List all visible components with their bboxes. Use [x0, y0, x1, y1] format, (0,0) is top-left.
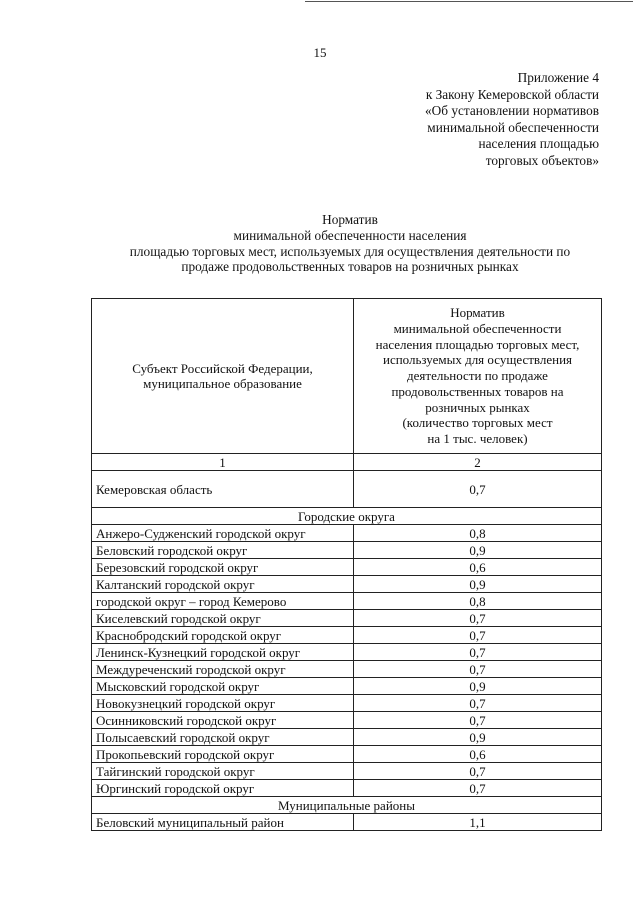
row-name: Анжеро-Судженский городской округ: [92, 525, 354, 542]
row-name: Междуреченский городской округ: [92, 661, 354, 678]
table-row: [92, 763, 602, 780]
row-value: 0,7: [354, 695, 602, 712]
appendix-line: торговых объектов»: [485, 152, 599, 168]
region-row: [92, 471, 602, 508]
appendix-line: населения площадью: [478, 136, 599, 151]
header-subject: [92, 299, 354, 454]
row-name: Березовский городской округ: [92, 559, 354, 576]
header-subject-line: муниципальное образование: [143, 376, 302, 391]
row-name: Ленинск-Кузнецкий городской округ: [92, 644, 354, 661]
row-value: 1,1: [354, 814, 602, 831]
table-row: [92, 814, 602, 831]
row-value: 0,7: [354, 627, 602, 644]
table-row: [92, 729, 602, 746]
section-title: Городские округа: [92, 508, 602, 525]
header-norm-line: розничных рынках: [425, 399, 530, 415]
section-row-municipal: [92, 797, 602, 814]
column-number: 2: [354, 454, 602, 471]
table-row: [92, 695, 602, 712]
table-row: [92, 627, 602, 644]
row-value: 0,7: [354, 712, 602, 729]
appendix-line: Приложение 4: [517, 70, 599, 85]
row-name: Полысаевский городской округ: [92, 729, 354, 746]
table-header-row: [92, 299, 602, 454]
table-row: [92, 746, 602, 763]
header-norm-line: населения площадью торговых мест,: [375, 336, 580, 352]
column-number-row: [92, 454, 602, 471]
appendix-header: [425, 70, 599, 169]
row-value: 0,7: [354, 644, 602, 661]
title-line: Норматив: [322, 212, 378, 227]
header-norm-line: используемых для осуществления: [382, 352, 573, 368]
row-value: 0,6: [354, 746, 602, 763]
row-value: 0,9: [354, 729, 602, 746]
header-norm-line: (количество торговых мест: [402, 415, 553, 431]
region-value: 0,7: [354, 471, 602, 508]
row-value: 0,7: [354, 661, 602, 678]
row-value: 0,8: [354, 593, 602, 610]
row-value: 0,7: [354, 610, 602, 627]
header-norm-line: деятельности по продаже: [407, 368, 548, 384]
header-norm-line: Норматив: [450, 304, 505, 320]
table-row: [92, 525, 602, 542]
table-row: [92, 593, 602, 610]
row-name: Мысковский городской округ: [92, 678, 354, 695]
appendix-line: минимальной обеспеченности: [427, 119, 599, 135]
row-value: 0,7: [354, 763, 602, 780]
column-number: 1: [92, 454, 354, 471]
row-value: 0,8: [354, 525, 602, 542]
table-row: [92, 712, 602, 729]
row-name: Калтанский городской округ: [92, 576, 354, 593]
row-name: Юргинский городской округ: [92, 780, 354, 797]
table-row: [92, 559, 602, 576]
section-title: Муниципальные районы: [92, 797, 602, 814]
table-row: [92, 780, 602, 797]
row-name: Беловский муниципальный район: [92, 814, 354, 831]
row-name: Осинниковский городской округ: [92, 712, 354, 729]
table-row: [92, 542, 602, 559]
row-name: Прокопьевский городской округ: [92, 746, 354, 763]
row-name: Новокузнецкий городской округ: [92, 695, 354, 712]
row-value: 0,9: [354, 542, 602, 559]
table-row: [92, 678, 602, 695]
title-line: минимальной обеспеченности населения: [233, 227, 467, 243]
page-number: 15: [313, 45, 327, 60]
table-row: [92, 610, 602, 627]
header-norm-line: на 1 тыс. человек): [427, 431, 528, 447]
appendix-line: «Об установлении нормативов: [425, 103, 599, 118]
row-value: 0,9: [354, 678, 602, 695]
top-rule: [305, 1, 633, 2]
row-value: 0,9: [354, 576, 602, 593]
table-row: [92, 661, 602, 678]
document-title: [60, 212, 640, 275]
region-name: Кемеровская область: [92, 471, 354, 508]
table-row: [92, 644, 602, 661]
header-subject-line: Субъект Российской Федерации,: [132, 361, 313, 376]
row-value: 0,6: [354, 559, 602, 576]
row-name: Беловский городской округ: [92, 542, 354, 559]
header-norm-line: минимальной обеспеченности: [393, 320, 562, 336]
row-name: Тайгинский городской округ: [92, 763, 354, 780]
table-row: [92, 576, 602, 593]
title-line: продаже продовольственных товаров на розничных рынках: [181, 259, 519, 275]
row-value: 0,7: [354, 780, 602, 797]
row-name: городской округ – город Кемерово: [92, 593, 354, 610]
row-name: Краснобродский городской округ: [92, 627, 354, 644]
header-norm-line: продовольственных товаров на: [391, 383, 564, 399]
norms-table: [91, 298, 602, 831]
row-name: Киселевский городской округ: [92, 610, 354, 627]
section-row-urban: [92, 508, 602, 525]
appendix-line: к Закону Кемеровской области: [425, 86, 599, 102]
header-norm: [354, 299, 602, 454]
title-line: площадью торговых мест, используемых для осуществления деятельности по: [129, 243, 571, 259]
